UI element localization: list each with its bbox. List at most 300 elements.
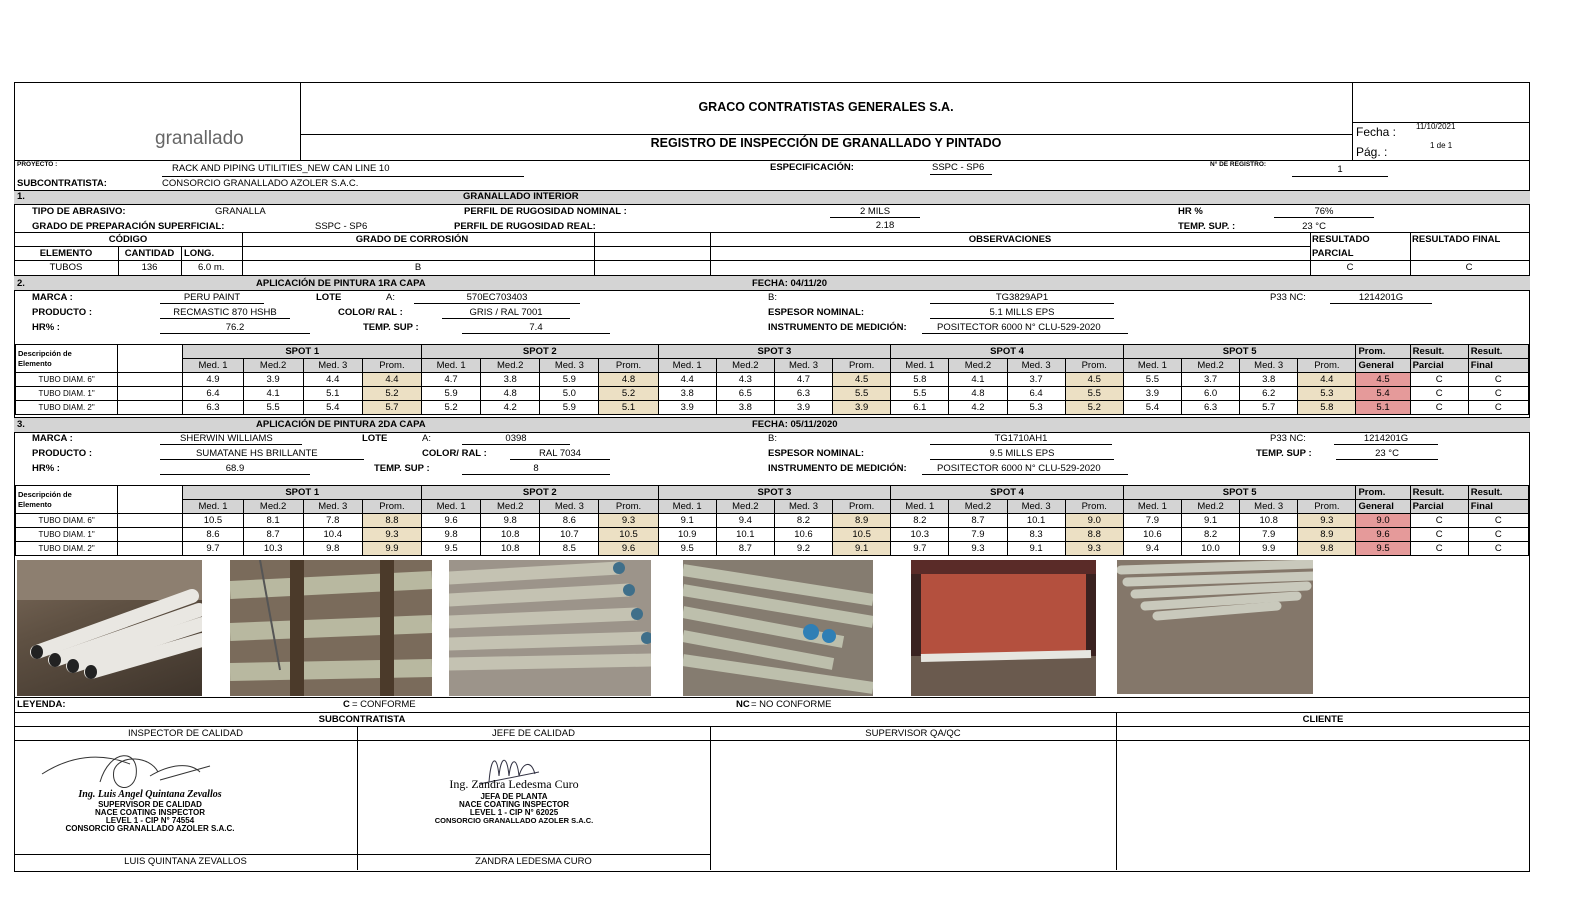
med-header: Med. 1 <box>891 500 949 514</box>
measurement-cell: 5.2 <box>422 401 481 415</box>
elemento-value: TUBOS <box>49 262 83 273</box>
spot-header: SPOT 3 <box>658 345 891 359</box>
med-header: Med.2 <box>949 500 1007 514</box>
measurement-cell: 10.5 <box>599 528 658 542</box>
underline <box>160 459 364 460</box>
measurement-cell: C <box>1410 387 1468 401</box>
measurement-cell: 3.9 <box>774 401 832 415</box>
measurement-cell: 5.2 <box>599 387 658 401</box>
measurement-cell: 4.9 <box>183 373 243 387</box>
measurement-cell: 3.9 <box>658 401 716 415</box>
table-row <box>16 373 1529 387</box>
producto-value: SUMATANE HS BRILLANTE <box>196 448 318 459</box>
measurement-cell: 9.1 <box>658 514 716 528</box>
measurement-cell: 4.5 <box>1356 373 1410 387</box>
measurement-cell: 10.8 <box>1240 514 1298 528</box>
med-header: Prom. <box>1065 500 1123 514</box>
lote-a-label: A: <box>386 292 395 303</box>
element-name: TUBO DIAM. 6" <box>16 373 118 387</box>
measurement-cell: 4.4 <box>1298 373 1356 387</box>
table-row <box>16 528 1529 542</box>
stamp-line: CONSORCIO GRANALLADO AZOLER S.A.C. <box>434 816 594 825</box>
perfil-nominal-value: 2 MILS <box>859 206 891 217</box>
instrumento-value: POSITECTOR 6000 N° CLU-529-2020 <box>937 322 1101 333</box>
measurement-cell: 5.8 <box>891 373 949 387</box>
measurement-cell: C <box>1468 401 1528 415</box>
table-row <box>16 542 1529 556</box>
section-number: 2. <box>17 278 25 289</box>
section-number: 3. <box>17 419 25 430</box>
legend-label: LEYENDA: <box>17 699 66 710</box>
measurement-cell: 9.1 <box>1007 542 1065 556</box>
med-header: Prom. <box>833 500 891 514</box>
underline <box>510 459 610 460</box>
measurement-cell: 9.6 <box>1356 528 1410 542</box>
med-header: Med.2 <box>949 359 1007 373</box>
desc-header: Descripción de Elemento <box>16 345 118 373</box>
measurement-cell: 4.3 <box>716 373 774 387</box>
measurement-cell: 3.8 <box>716 401 774 415</box>
med-header: Prom. <box>599 500 658 514</box>
lote-a-value: 0398 <box>505 433 527 444</box>
med-header: Prom. <box>833 359 891 373</box>
fecha-label: Fecha : <box>1356 125 1397 139</box>
subcontratista-label: SUBCONTRATISTA: <box>17 178 107 189</box>
measurement-cell: C <box>1410 373 1468 387</box>
prom-general-header: Prom. <box>1356 345 1410 359</box>
corrosion-value: B <box>414 262 422 273</box>
prom-general-header-2: General <box>1356 359 1410 373</box>
legend-nc-text: = NO CONFORME <box>751 699 832 710</box>
measurement-cell: 8.7 <box>949 514 1007 528</box>
empty-cell <box>118 542 183 556</box>
legend-c-text: = CONFORME <box>352 699 416 710</box>
measurement-cell: 5.4 <box>1123 401 1181 415</box>
hr-label: HR% : <box>32 463 60 474</box>
measurement-cell: C <box>1410 542 1468 556</box>
perfil-real-value: 2.18 <box>875 220 895 231</box>
prom-general-header: Prom. <box>1356 486 1410 500</box>
med-header: Med. 1 <box>658 359 716 373</box>
measurement-cell: 5.4 <box>303 401 362 415</box>
measurement-cell: 4.5 <box>833 373 891 387</box>
instrumento-label: INSTRUMENTO DE MEDICIÓN: <box>768 463 907 474</box>
measurement-cell: 10.9 <box>658 528 716 542</box>
measurement-cell: 10.1 <box>1007 514 1065 528</box>
med-header: Prom. <box>362 359 421 373</box>
measurement-cell: 5.3 <box>1298 387 1356 401</box>
measurement-cell: 9.3 <box>1065 542 1123 556</box>
measurement-cell: 3.8 <box>658 387 716 401</box>
result-parcial-header: Result. <box>1410 345 1468 359</box>
empty-header <box>118 345 183 373</box>
underline <box>1334 444 1438 445</box>
empty-cell <box>118 514 183 528</box>
measurement-cell: C <box>1468 528 1528 542</box>
divider <box>181 246 182 275</box>
stamp-line: Ing. Zandra Ledesma Curo <box>449 777 579 791</box>
measurement-cell: 8.9 <box>1298 528 1356 542</box>
divider <box>594 232 595 275</box>
measurement-cell: 8.1 <box>243 514 303 528</box>
lote-b-value: TG1710AH1 <box>994 433 1048 444</box>
measurement-cell: 10.8 <box>481 528 540 542</box>
section-title: APLICACIÓN DE PINTURA 2DA CAPA <box>256 419 426 430</box>
proyecto-label: PROYECTO : <box>17 161 58 168</box>
stamp-line: NACE COATING INSPECTOR <box>95 808 205 817</box>
measurement-cell: 4.1 <box>949 373 1007 387</box>
result-parcial-header-2: Parcial <box>1410 359 1468 373</box>
med-header: Med. 1 <box>183 500 243 514</box>
measurement-cell: 9.3 <box>949 542 1007 556</box>
section-title: GRANALLADO INTERIOR <box>463 191 579 202</box>
element-name: TUBO DIAM. 6" <box>16 514 118 528</box>
empty-cell <box>118 528 183 542</box>
temp-value: 7.4 <box>529 322 543 333</box>
measurement-cell: 9.6 <box>599 542 658 556</box>
underline <box>922 333 1128 334</box>
measurement-cell: 6.0 <box>1181 387 1239 401</box>
table-row <box>16 514 1529 528</box>
measurement-cell: 4.7 <box>774 373 832 387</box>
measurement-cell: 4.4 <box>362 373 421 387</box>
subcontratista-value: CONSORCIO GRANALLADO AZOLER S.A.C. <box>162 178 359 189</box>
measurement-cell: 8.9 <box>833 514 891 528</box>
underline <box>462 474 610 475</box>
measurement-cell: 8.8 <box>1065 528 1123 542</box>
med-header: Med. 3 <box>1007 359 1065 373</box>
hr-value: 68.9 <box>225 463 245 474</box>
registro-label: N° DE REGISTRO: <box>1210 161 1267 168</box>
temp-value: 8 <box>533 463 539 474</box>
med-header: Med. 3 <box>774 500 832 514</box>
marca-value: SHERWIN WILLIAMS <box>180 433 273 444</box>
med-header: Prom. <box>362 500 421 514</box>
temp-sup-value: 23 °C <box>1375 448 1399 459</box>
measurement-cell: 9.7 <box>183 542 243 556</box>
measurement-cell: 4.8 <box>481 387 540 401</box>
long-header: LONG. <box>184 248 215 259</box>
table-row <box>16 387 1529 401</box>
legend-nc-code: NC <box>736 699 750 710</box>
measurement-cell: 9.4 <box>716 514 774 528</box>
grado-corrosion-header: GRADO DE CORROSIÓN <box>355 234 469 245</box>
lote-label: LOTE <box>316 292 342 303</box>
med-header: Med.2 <box>243 359 303 373</box>
measurement-cell: 3.9 <box>243 373 303 387</box>
measurement-cell: 9.5 <box>422 542 481 556</box>
spot-header: SPOT 5 <box>1123 486 1356 500</box>
stamp-line: CONSORCIO GRANALLADO AZOLER S.A.C. <box>65 824 235 833</box>
measurement-cell: 9.5 <box>1356 542 1410 556</box>
hr-label: HR% : <box>32 322 60 333</box>
med-header: Med.2 <box>716 500 774 514</box>
underline <box>930 303 1114 304</box>
legend-c-code: C <box>343 699 350 710</box>
underline <box>922 474 1128 475</box>
measurement-table-coat-1 <box>15 344 1529 415</box>
measurement-cell: 4.2 <box>481 401 540 415</box>
abrasivo-value: GRANALLA <box>215 206 266 217</box>
measurement-cell: C <box>1410 401 1468 415</box>
measurement-cell: 9.8 <box>303 542 362 556</box>
measurement-cell: 6.4 <box>183 387 243 401</box>
med-header: Med. 3 <box>540 359 599 373</box>
prom-general-header-2: General <box>1356 500 1410 514</box>
med-header: Med. 3 <box>303 359 362 373</box>
measurement-cell: 7.9 <box>1240 528 1298 542</box>
measurement-cell: 5.0 <box>540 387 599 401</box>
empty-header <box>118 486 183 514</box>
measurement-cell: 5.2 <box>1065 401 1123 415</box>
inspector-name: LUIS QUINTANA ZEVALLOS <box>124 856 247 867</box>
resultado-final-header: RESULTADO FINAL <box>1412 234 1501 245</box>
measurement-cell: 5.9 <box>540 401 599 415</box>
underline <box>930 444 1112 445</box>
measurement-cell: 9.0 <box>1065 514 1123 528</box>
measurement-cell: 9.3 <box>1298 514 1356 528</box>
final-value: C <box>1465 262 1473 273</box>
divider <box>710 726 711 870</box>
spot-header: SPOT 2 <box>422 345 659 359</box>
element-name: TUBO DIAM. 1" <box>16 387 118 401</box>
measurement-cell: C <box>1468 373 1528 387</box>
element-name: TUBO DIAM. 2" <box>16 542 118 556</box>
measurement-cell: 9.0 <box>1356 514 1410 528</box>
cliente-header: CLIENTE <box>1302 714 1344 725</box>
photo-pipes-1 <box>17 560 202 696</box>
measurement-cell: 6.3 <box>183 401 243 415</box>
med-header: Med.2 <box>1181 500 1239 514</box>
p33-value: 1214201G <box>1363 433 1409 444</box>
med-header: Prom. <box>599 359 658 373</box>
measurement-cell: 7.9 <box>949 528 1007 542</box>
measurement-cell: 8.7 <box>243 528 303 542</box>
divider <box>14 697 1530 698</box>
hr-label: HR % <box>1178 206 1203 217</box>
measurement-table-coat-2 <box>15 485 1529 556</box>
measurement-cell: 5.8 <box>1298 401 1356 415</box>
resultado-parcial-header-2: PARCIAL <box>1312 248 1354 259</box>
measurement-cell: 6.1 <box>891 401 949 415</box>
underline <box>930 459 1114 460</box>
measurement-cell: 8.6 <box>183 528 243 542</box>
lote-a-label: A: <box>422 433 431 444</box>
temp-label: TEMP. SUP. : <box>1178 221 1236 232</box>
med-header: Prom. <box>1065 359 1123 373</box>
measurement-cell: 5.3 <box>1007 401 1065 415</box>
result-final-header-2: Final <box>1468 500 1528 514</box>
empty-cell <box>118 387 183 401</box>
measurement-cell: 10.0 <box>1181 542 1239 556</box>
measurement-cell: 6.3 <box>774 387 832 401</box>
divider <box>357 726 358 870</box>
stamp-line: LEVEL 1 - CIP N° 62025 <box>469 808 559 817</box>
measurement-cell: 9.8 <box>481 514 540 528</box>
p33-value: 1214201G <box>1358 292 1404 303</box>
table-row <box>16 401 1529 415</box>
measurement-cell: 8.2 <box>774 514 832 528</box>
divider <box>14 712 1530 713</box>
underline <box>930 174 992 175</box>
espesor-label: ESPESOR NOMINAL: <box>768 448 865 459</box>
measurement-cell: 5.1 <box>599 401 658 415</box>
measurement-cell: 9.7 <box>891 542 949 556</box>
underline <box>830 217 920 218</box>
result-final-header: Result. <box>1468 345 1528 359</box>
inspection-sheet <box>14 82 1530 872</box>
lote-b-label: B: <box>768 292 777 303</box>
measurement-cell: 7.9 <box>1123 514 1181 528</box>
measurement-cell: 5.5 <box>1123 373 1181 387</box>
measurement-cell: 8.6 <box>540 514 599 528</box>
instrumento-value: POSITECTOR 6000 N° CLU-529-2020 <box>937 463 1101 474</box>
measurement-cell: 4.8 <box>949 387 1007 401</box>
med-header: Med. 3 <box>1240 359 1298 373</box>
spot-header: SPOT 2 <box>422 486 659 500</box>
signature-stamp-jefe <box>419 752 609 842</box>
lote-b-value: TG3829AP1 <box>995 292 1049 303</box>
color-label: COLOR/ RAL : <box>422 448 487 459</box>
perfil-nominal-label: PERFIL DE RUGOSIDAD NOMINAL : <box>464 206 627 217</box>
divider <box>1116 712 1117 870</box>
pag-label: Pág. : <box>1356 145 1388 159</box>
p33-label: P33 NC: <box>1270 433 1306 444</box>
temp-value: 23 °C <box>1302 221 1326 232</box>
measurement-cell: 3.9 <box>1123 387 1181 401</box>
photo-warehouse <box>911 560 1096 696</box>
med-header: Med. 1 <box>183 359 243 373</box>
spot-header: SPOT 1 <box>183 486 422 500</box>
underline <box>1274 217 1374 218</box>
measurement-cell: 8.7 <box>716 542 774 556</box>
measurement-cell: 5.9 <box>540 373 599 387</box>
company-name: GRACO CONTRATISTAS GENERALES S.A. <box>698 100 954 114</box>
empty-cell <box>118 373 183 387</box>
hr-value: 76% <box>1314 206 1334 217</box>
measurement-cell: 5.9 <box>422 387 481 401</box>
result-parcial-header: Result. <box>1410 486 1468 500</box>
measurement-cell: 3.8 <box>1240 373 1298 387</box>
producto-label: PRODUCTO : <box>32 448 92 459</box>
codigo-header: CÓDIGO <box>108 234 148 245</box>
med-header: Med. 1 <box>422 500 481 514</box>
measurement-cell: 6.5 <box>716 387 774 401</box>
med-header: Med.2 <box>716 359 774 373</box>
med-header: Prom. <box>1298 500 1356 514</box>
cantidad-value: 136 <box>141 262 158 273</box>
section-date: FECHA: 05/11/2020 <box>752 419 838 430</box>
med-header: Med.2 <box>243 500 303 514</box>
result-parcial-header-2: Parcial <box>1410 500 1468 514</box>
measurement-cell: 3.7 <box>1007 373 1065 387</box>
perfil-real-label: PERFIL DE RUGOSIDAD REAL: <box>454 221 596 232</box>
section-date: FECHA: 04/11/20 <box>752 278 827 289</box>
underline <box>442 318 570 319</box>
med-header: Med. 3 <box>1240 500 1298 514</box>
color-value: GRIS / RAL 7001 <box>469 307 543 318</box>
measurement-cell: 10.5 <box>833 528 891 542</box>
measurement-cell: 10.6 <box>774 528 832 542</box>
grado-value: SSPC - SP6 <box>315 221 368 232</box>
underline <box>414 303 580 304</box>
instrumento-label: INSTRUMENTO DE MEDICIÓN: <box>768 322 907 333</box>
measurement-cell: C <box>1410 514 1468 528</box>
measurement-cell: 10.3 <box>243 542 303 556</box>
marca-label: MARCA : <box>32 433 73 444</box>
measurement-cell: 8.2 <box>891 514 949 528</box>
lote-label: LOTE <box>362 433 388 444</box>
underline <box>1292 176 1388 177</box>
elemento-header: ELEMENTO <box>39 248 93 259</box>
measurement-cell: 8.2 <box>1181 528 1239 542</box>
measurement-cell: 4.4 <box>658 373 716 387</box>
section-band <box>14 190 1530 205</box>
measurement-cell: 10.4 <box>303 528 362 542</box>
med-header: Med. 1 <box>422 359 481 373</box>
spot-header: SPOT 4 <box>891 486 1124 500</box>
empty-cell <box>118 401 183 415</box>
measurement-cell: 5.1 <box>1356 401 1410 415</box>
med-header: Med. 1 <box>1123 359 1181 373</box>
element-name: TUBO DIAM. 1" <box>16 528 118 542</box>
measurement-cell: 9.3 <box>362 528 421 542</box>
underline <box>160 444 302 445</box>
measurement-cell: 5.4 <box>1356 387 1410 401</box>
med-header: Med. 1 <box>658 500 716 514</box>
measurement-cell: 6.4 <box>1007 387 1065 401</box>
cantidad-header: CANTIDAD <box>124 248 175 259</box>
measurement-cell: 5.2 <box>362 387 421 401</box>
measurement-cell: 5.7 <box>362 401 421 415</box>
measurement-cell: 8.5 <box>540 542 599 556</box>
measurement-cell: 9.3 <box>599 514 658 528</box>
desc-header: Descripción de Elemento <box>16 486 118 514</box>
med-header: Med.2 <box>481 500 540 514</box>
divider <box>14 726 1530 727</box>
measurement-cell: 6.3 <box>1181 401 1239 415</box>
measurement-cell: 9.4 <box>1123 542 1181 556</box>
fecha-value: 11/10/2021 <box>1416 122 1456 131</box>
measurement-cell: 8.3 <box>1007 528 1065 542</box>
divider <box>14 160 1530 161</box>
measurement-cell: 9.9 <box>1240 542 1298 556</box>
resultado-parcial-header: RESULTADO <box>1312 234 1370 245</box>
stamp-line: NACE COATING INSPECTOR <box>459 800 569 809</box>
spot-header: SPOT 4 <box>891 345 1124 359</box>
underline <box>462 333 610 334</box>
measurement-cell: C <box>1468 387 1528 401</box>
proyecto-value: RACK AND PIPING UTILITIES_NEW CAN LINE 10 <box>172 163 390 174</box>
underline <box>160 318 290 319</box>
measurement-cell: 9.5 <box>658 542 716 556</box>
hr-value: 76.2 <box>225 322 245 333</box>
measurement-cell: 4.1 <box>243 387 303 401</box>
temp-sup-label: TEMP. SUP : <box>1256 448 1312 459</box>
measurement-cell: 4.4 <box>303 373 362 387</box>
med-header: Med.2 <box>481 359 540 373</box>
measurement-cell: 9.8 <box>1298 542 1356 556</box>
long-value: 6.0 m. <box>198 262 225 273</box>
spot-header: SPOT 3 <box>658 486 891 500</box>
measurement-cell: 9.6 <box>422 514 481 528</box>
stamp-line: SUPERVISOR DE CALIDAD <box>98 800 202 809</box>
med-header: Med. 1 <box>1123 500 1181 514</box>
abrasivo-label: TIPO DE ABRASIVO: <box>32 206 126 217</box>
divider <box>14 246 242 247</box>
especificacion-label: ESPECIFICACIÓN: <box>770 162 854 173</box>
element-name: TUBO DIAM. 2" <box>16 401 118 415</box>
